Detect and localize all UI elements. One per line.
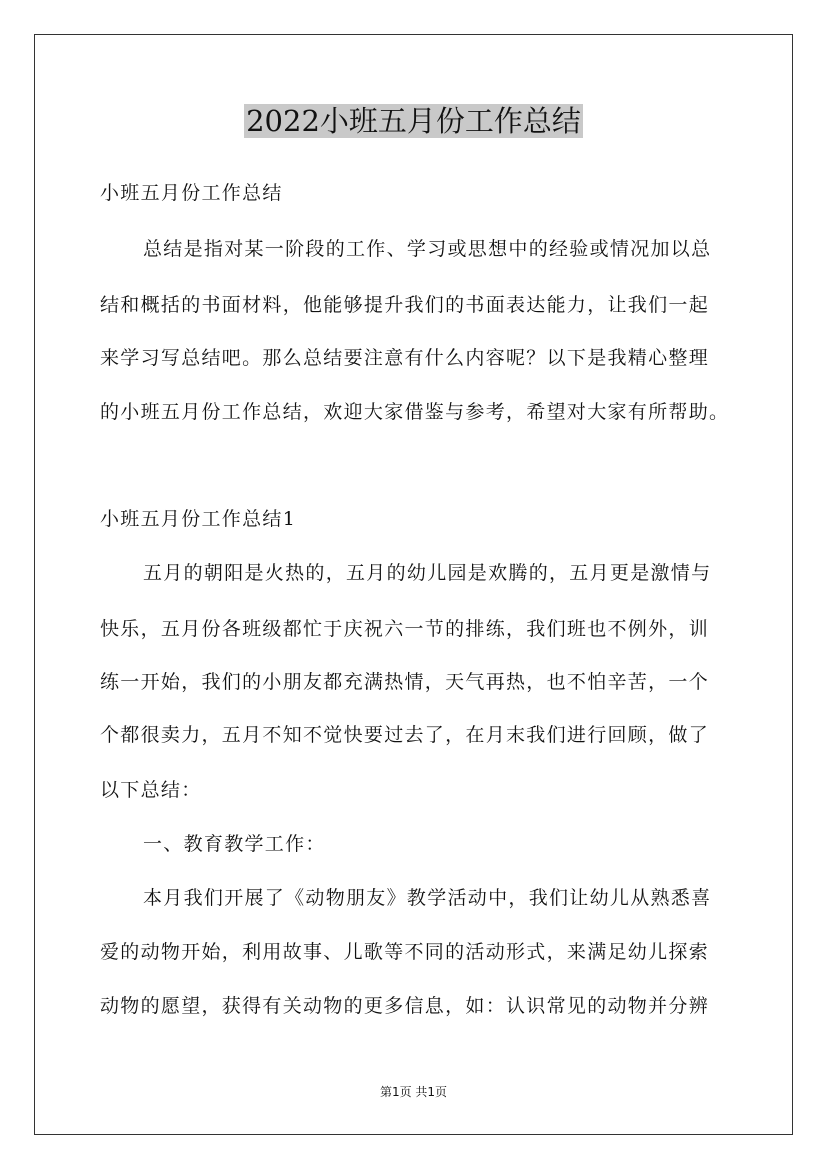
teaching-line-3: 动物的愿望，获得有关动物的更多信息，如：认识常见的动物并分辨 xyxy=(100,995,710,1017)
intro-line-2: 结和概括的书面材料，他能够提升我们的书面表达能力，让我们一起 xyxy=(100,294,710,316)
intro-line-3: 来学习写总结吧。那么总结要注意有什么内容呢？以下是我精心整理 xyxy=(100,347,710,369)
page-footer: 第1页 共1页 xyxy=(379,1085,448,1099)
intro-line-4: 的小班五月份工作总结，欢迎大家借鉴与参考，希望对大家有所帮助。 xyxy=(100,401,730,423)
document-subtitle: 小班五月份工作总结 xyxy=(100,182,283,204)
section-line-3: 练一开始，我们的小朋友都充满热情，天气再热，也不怕辛苦，一个 xyxy=(100,671,710,693)
document-title xyxy=(0,101,827,141)
document-title-text: 2022小班五月份工作总结 xyxy=(246,104,581,138)
section-line-4: 个都很卖力，五月不知不觉快要过去了，在月末我们进行回顾，做了 xyxy=(100,724,710,746)
section-line-2: 快乐，五月份各班级都忙于庆祝六一节的排练，我们班也不例外，训 xyxy=(100,618,710,640)
section-line-1: 五月的朝阳是火热的，五月的幼儿园是欢腾的，五月更是激情与 xyxy=(143,562,712,584)
intro-line-1: 总结是指对某一阶段的工作、学习或思想中的经验或情况加以总 xyxy=(143,238,712,260)
section-title: 小班五月份工作总结1 xyxy=(100,508,297,530)
section-line-5: 以下总结： xyxy=(100,779,202,801)
subheading: 一、教育教学工作： xyxy=(143,833,326,855)
teaching-line-1: 本月我们开展了《动物朋友》教学活动中，我们让幼儿从熟悉喜 xyxy=(143,887,712,909)
teaching-line-2: 爱的动物开始，利用故事、儿歌等不同的活动形式，来满足幼儿探索 xyxy=(100,941,710,963)
